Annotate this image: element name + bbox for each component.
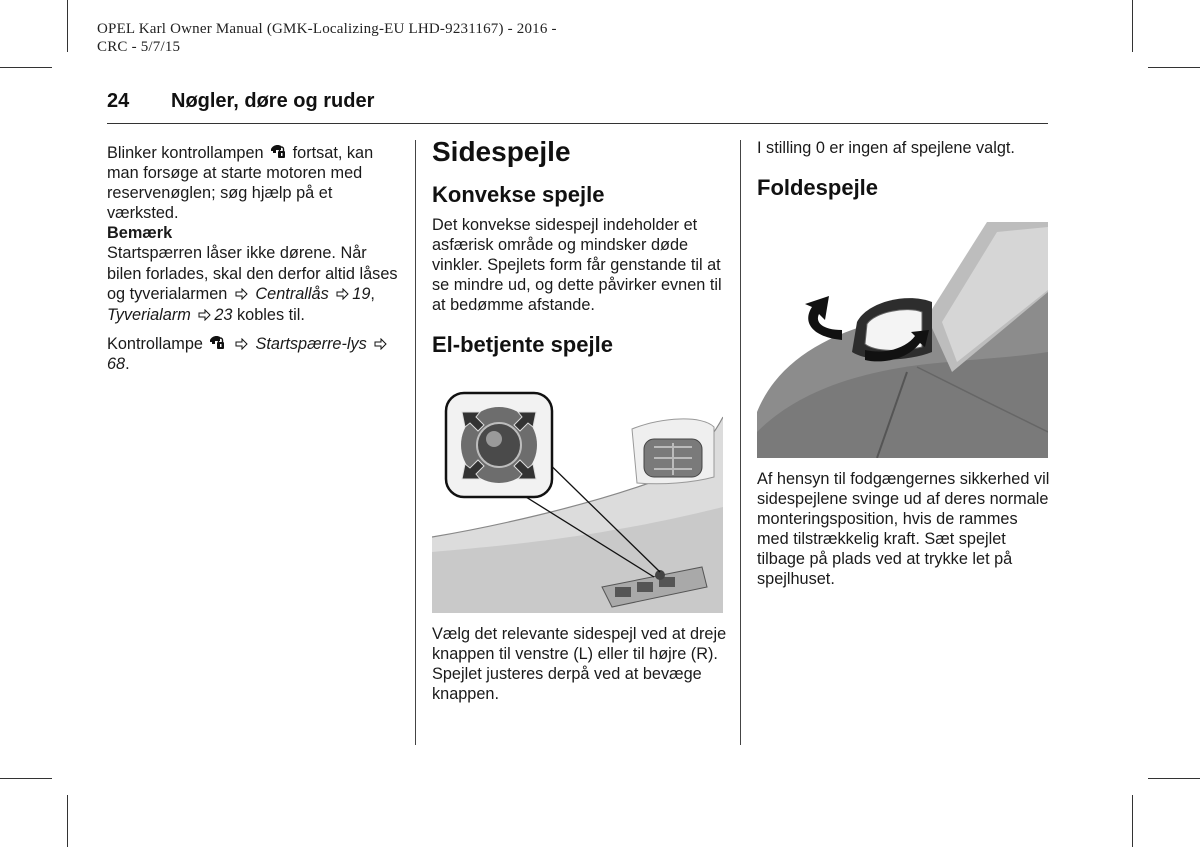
immobiliser-key-warning-icon <box>270 144 286 160</box>
xref-centrallaas-link[interactable]: Centrallås <box>255 285 329 303</box>
xref-startspaerre-link[interactable]: Startspærre-lys <box>255 335 367 353</box>
figure-mirror-control-switch <box>432 387 723 613</box>
crop-mark-top-right-v <box>1132 0 1133 52</box>
cross-reference-arrow-icon <box>235 288 248 300</box>
xref-startspaerre-page[interactable]: 68 <box>107 355 126 373</box>
crop-mark-bottom-left-h <box>0 778 52 779</box>
paragraph-konvekse: Det konvekse sidespejl indeholder et asfærisk område og mindsker døde vinkler. Spejlets form får genstande til at se mindre ud, og dette påvirker evnen til at bedømme afstande. <box>432 216 722 314</box>
cross-reference-arrow-icon <box>198 309 211 321</box>
xref-centrallaas-page[interactable]: 19 <box>352 285 371 303</box>
column-divider-2 <box>740 140 741 745</box>
crop-mark-bottom-right-v <box>1132 795 1133 847</box>
paragraph-spare-key <box>107 143 402 223</box>
column-3 <box>757 138 1052 589</box>
note-text: Startspærren låser ikke dørene. Når bilen forlades, skal den derfor altid låses og tyverialarmen Centrallås 19, Tyverialarm 23 kobles til. <box>107 244 398 324</box>
note-text-a: Startspærren låser ikke dørene. Når bilen forlades, skal den derfor altid låses og tyverialarmen <box>107 244 398 303</box>
crop-mark-bottom-left-v <box>67 795 68 847</box>
note-text-b: kobles til. <box>237 305 305 324</box>
note-label: Bemærk <box>107 224 173 242</box>
cross-reference-arrow-icon <box>235 338 248 350</box>
crop-mark-top-right-h <box>1148 67 1200 68</box>
paragraph-control-lamp: Kontrollampe Startspærre-lys 68. <box>107 334 402 374</box>
xref-tyverialarm-link[interactable]: Tyverialarm <box>107 305 191 324</box>
paragraph-foldespejle: Af hensyn til fodgængernes sikkerhed vil sidespejlene svinge ud af deres normale monteringsposition, hvis de rammes med tilstrækkelig kraft. Sæt spejlet tilbage på plads ved at trykke let på spejlhuset. <box>757 470 1050 588</box>
page-number: 24 <box>107 90 130 112</box>
subsection-title-foldespejle: Foldespejle <box>757 175 879 200</box>
column-divider-1 <box>415 140 416 745</box>
running-header <box>107 90 374 113</box>
section-title-sidespejle: Sidespejle <box>432 136 571 167</box>
crop-mark-top-left-h <box>0 67 52 68</box>
control-lamp-text: Kontrollampe <box>107 335 203 353</box>
crop-mark-bottom-right-h <box>1148 778 1200 779</box>
paragraph-el-betjente: Vælg det relevante sidespejl ved at dreje knappen til venstre (L) eller til højre (R). Spejlet justeres derpå ved at bevæge knappen. <box>432 625 727 703</box>
cross-reference-arrow-icon <box>336 288 349 300</box>
subsection-title-el-betjente: El-betjente spejle <box>432 332 613 357</box>
chapter-title: Nøgler, døre og ruder <box>171 90 375 112</box>
cross-reference-arrow-icon <box>374 338 387 350</box>
metadata-line-1: OPEL Karl Owner Manual (GMK-Localizing-EU LHD-9231167) - 2016 - <box>97 21 557 37</box>
paragraph-spare-key-text-a: Blinker kontrollampen <box>107 144 264 162</box>
immobiliser-key-warning-icon <box>209 335 225 351</box>
figure-folding-mirror <box>757 222 1048 458</box>
subsection-title-konvekse: Konvekse spejle <box>432 182 605 207</box>
column-1 <box>107 143 402 374</box>
print-metadata <box>97 20 557 56</box>
paragraph-spare-key-text-b: fortsat, kan man forsøge at starte motoren med reservenøglen; søg hjælp på et værksted. <box>107 144 374 222</box>
crop-mark-top-left-v <box>67 0 68 52</box>
paragraph-position-zero: I stilling 0 er ingen af spejlene valgt. <box>757 139 1015 157</box>
metadata-line-2: CRC - 5/7/15 <box>97 39 181 55</box>
column-2 <box>432 135 727 704</box>
xref-tyverialarm-page[interactable]: 23 <box>214 305 233 324</box>
header-rule <box>107 123 1048 124</box>
